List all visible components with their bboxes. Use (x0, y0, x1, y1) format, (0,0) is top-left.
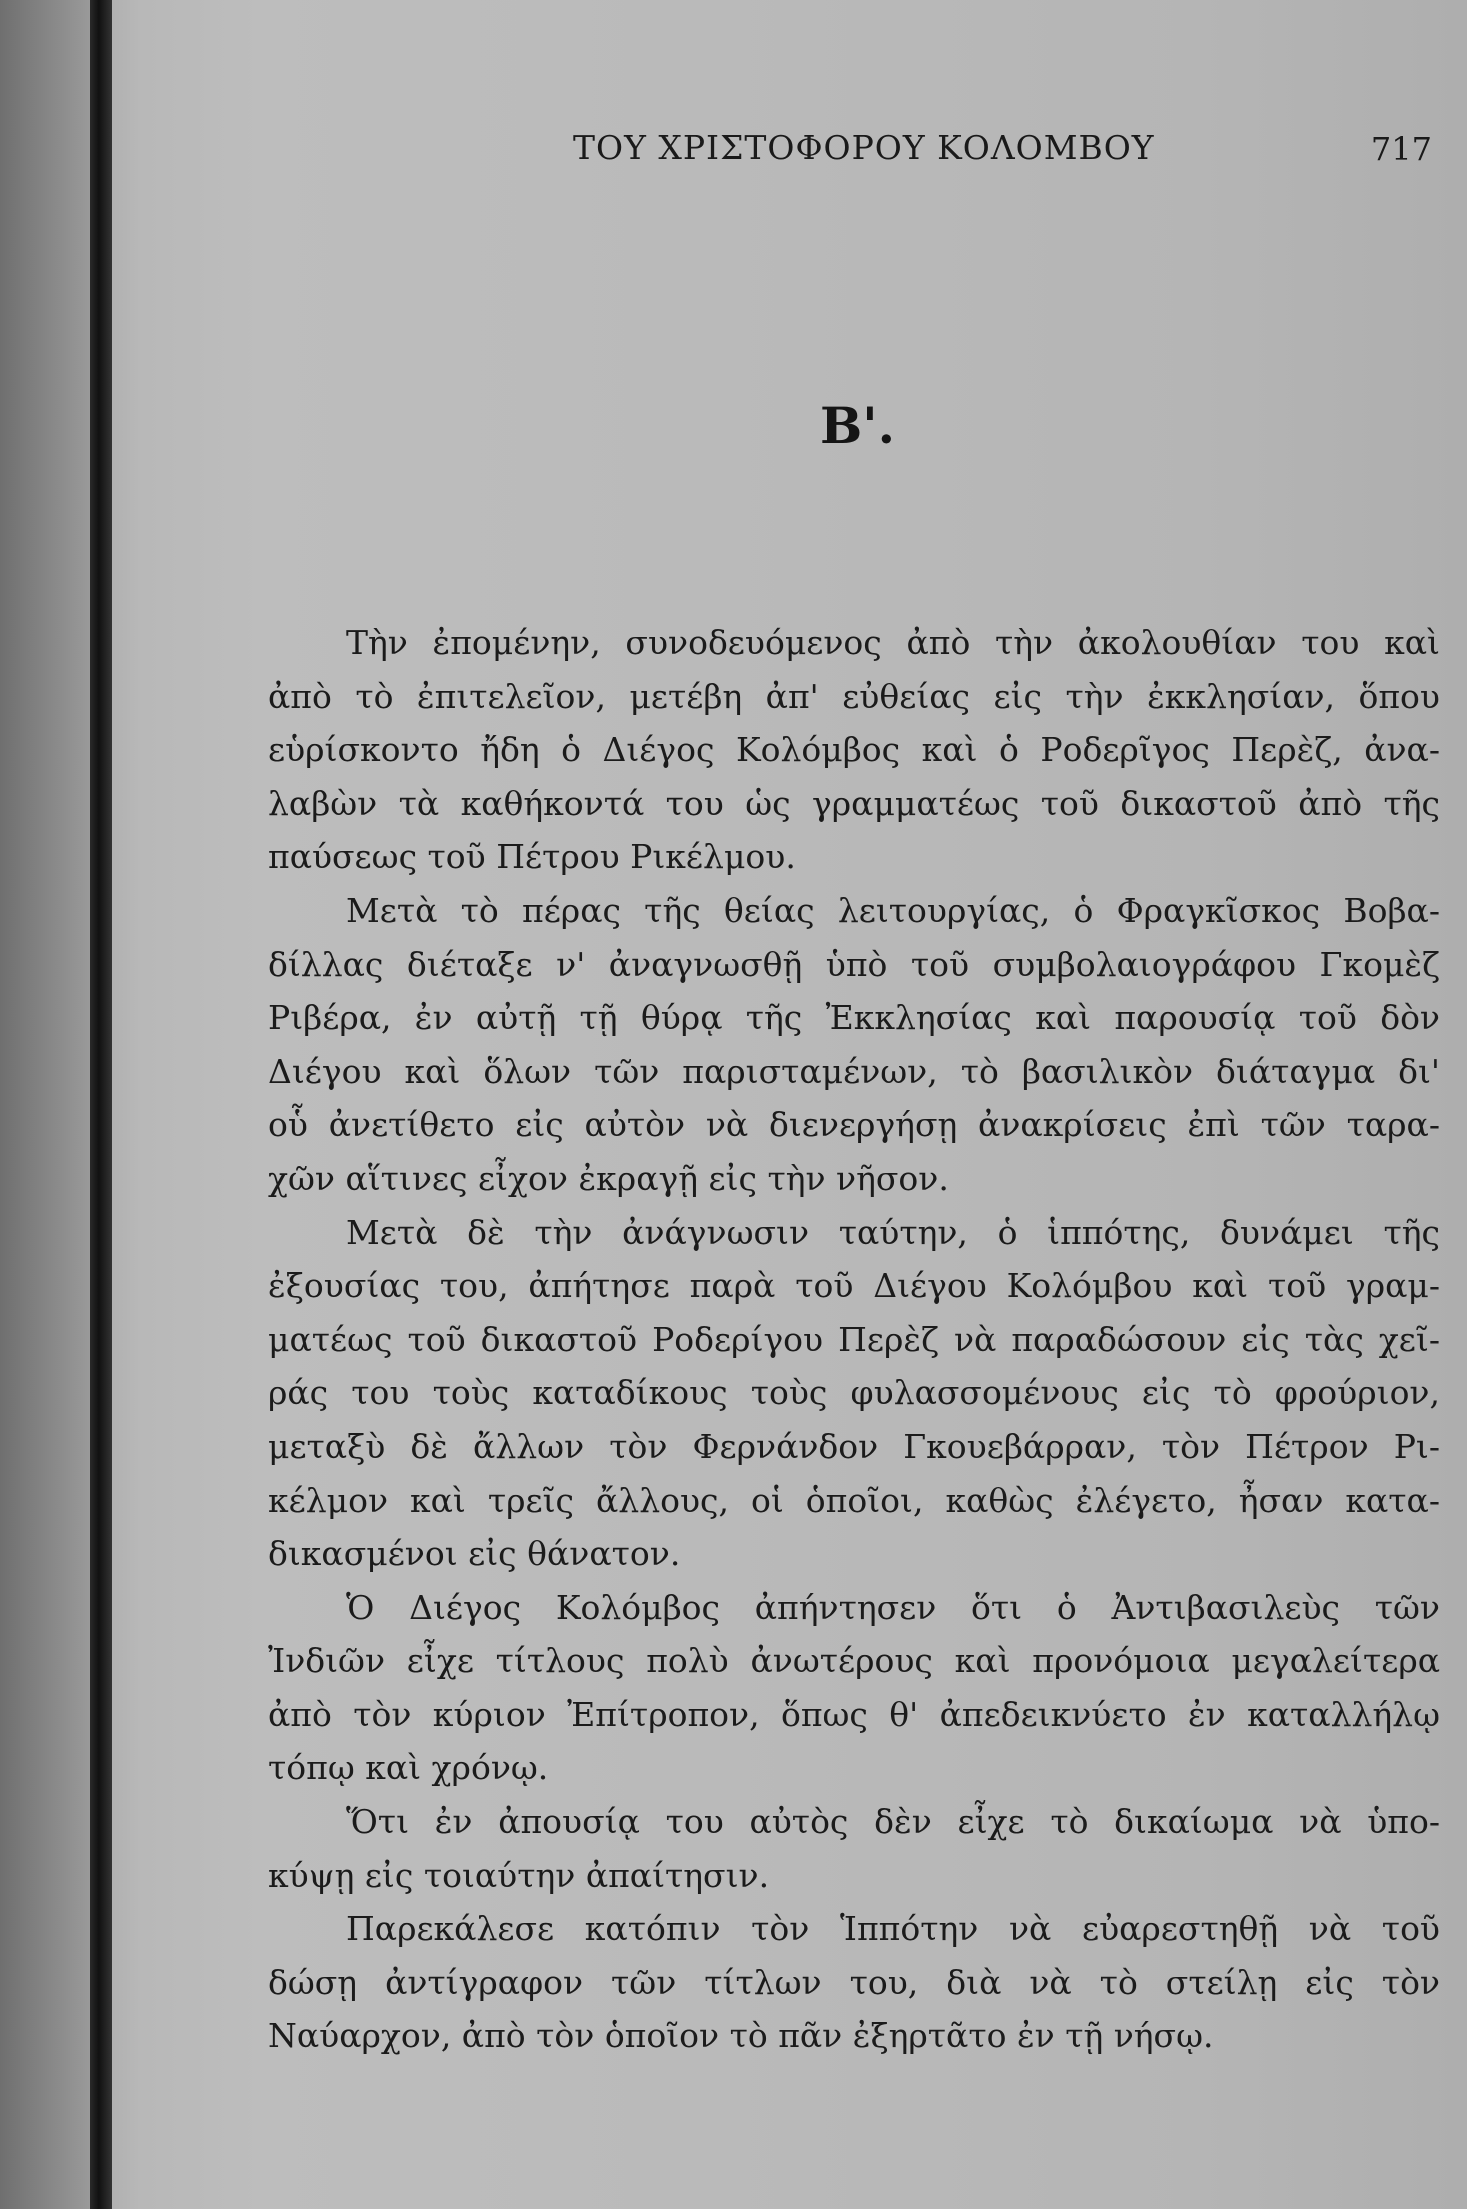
text-line: ἀπὸ τὸ ἐπιτελεῖον, μετέβη ἀπ' εὐθείας εἰς τὴν ἐκκλησίαν, ὅπου (268, 676, 1440, 716)
text-line: δικασμένοι εἰς θάνατον. (268, 1534, 681, 1574)
text-line: Ριβέρα, ἐν αὐτῇ τῇ θύρᾳ τῆς Ἐκκλησίας καὶ παρουσίᾳ τοῦ δὸν (268, 998, 1440, 1038)
section-number: Β'. (820, 396, 895, 455)
running-title: ΤΟΥ ΧΡΙΣΤΟΦΟΡΟΥ ΚΟΛΟΜΒΟΥ (573, 128, 1155, 167)
text-line: ράς του τοὺς καταδίκους τοὺς φυλασσομένους εἰς τὸ φρούριον, (268, 1373, 1440, 1413)
text-line: Παρεκάλεσε κατόπιν τὸν Ἱππότην νὰ εὐαρεστηθῇ νὰ τοῦ (346, 1909, 1440, 1949)
text-line: Τὴν ἐπομένην, συνοδευόμενος ἀπὸ τὴν ἀκολουθίαν του καὶ (346, 623, 1440, 662)
text-line: εὑρίσκοντο ἤδη ὁ Διέγος Κολόμβος καὶ ὁ Ροδερῖγος Περὲζ, ἀνα- (268, 730, 1440, 770)
text-line: κύψῃ εἰς τοιαύτην ἀπαίτησιν. (268, 1855, 770, 1895)
text-line: Ναύαρχον, ἀπὸ τὸν ὁποῖον τὸ πᾶν ἐξηρτᾶτο ἐν τῇ νήσῳ. (268, 2016, 1214, 2056)
book-binding-shadow (90, 0, 112, 2209)
text-line: Μετὰ τὸ πέρας τῆς θείας λειτουργίας, ὁ Φραγκῖσκος Βοβα- (346, 890, 1440, 930)
text-line: λαβὼν τὰ καθήκοντά του ὡς γραμματέως τοῦ δικαστοῦ ἀπὸ τῆς (268, 783, 1440, 823)
text-line: παύσεως τοῦ Πέτρου Ρικέλμου. (268, 837, 796, 877)
page-number: 717 (1370, 130, 1432, 168)
page-edge (0, 0, 90, 2209)
text-line: Ἰνδιῶν εἶχε τίτλους πολὺ ἀνωτέρους καὶ προνόμοια μεγαλείτερα (268, 1641, 1440, 1681)
text-line: ἀπὸ τὸν κύριον Ἐπίτροπον, ὅπως θ' ἀπεδεικνύετο ἐν καταλλήλῳ (268, 1694, 1440, 1734)
body-text (268, 616, 1440, 2063)
text-line: δώσῃ ἀντίγραφον τῶν τίτλων του, διὰ νὰ τὸ στείλῃ εἰς τὸν (268, 1962, 1440, 2002)
text-line: ματέως τοῦ δικαστοῦ Ροδερίγου Περὲζ νὰ παραδώσουν εἰς τὰς χεῖ- (268, 1319, 1440, 1359)
page-header (268, 128, 1438, 172)
text-line: Ὅτι ἐν ἀπουσίᾳ του αὐτὸς δὲν εἶχε τὸ δικαίωμα νὰ ὑπο- (346, 1802, 1440, 1842)
text-line: χῶν αἵτινες εἶχον ἐκραγῇ εἰς τὴν νῆσον. (268, 1158, 949, 1198)
text-line: κέλμον καὶ τρεῖς ἄλλους, οἱ ὁποῖοι, καθὼς ἐλέγετο, ἦσαν κατα- (268, 1480, 1440, 1520)
text-line: οὗ ἀνετίθετο εἰς αὐτὸν νὰ διενεργήσῃ ἀνακρίσεις ἐπὶ τῶν ταρα- (268, 1105, 1440, 1145)
text-line: ἐξουσίας του, ἀπήτησε παρὰ τοῦ Διέγου Κολόμβου καὶ τοῦ γραμ- (268, 1266, 1440, 1306)
text-line: τόπῳ καὶ χρόνῳ. (268, 1748, 549, 1788)
text-line: Μετὰ δὲ τὴν ἀνάγνωσιν ταύτην, ὁ ἱππότης, δυνάμει τῆς (346, 1212, 1440, 1252)
text-line: Διέγου καὶ ὅλων τῶν παρισταμένων, τὸ βασιλικὸν διάταγμα δι' (268, 1051, 1440, 1091)
text-line: μεταξὺ δὲ ἄλλων τὸν Φερνάνδον Γκουεβάρραν, τὸν Πέτρον Ρι- (268, 1426, 1440, 1466)
text-line: Ὁ Διέγος Κολόμβος ἀπήντησεν ὅτι ὁ Ἀντιβασιλεὺς τῶν (346, 1587, 1440, 1627)
text-line: δίλλας διέταξε ν' ἀναγνωσθῇ ὑπὸ τοῦ συμβολαιογράφου Γκομὲζ (268, 944, 1440, 984)
